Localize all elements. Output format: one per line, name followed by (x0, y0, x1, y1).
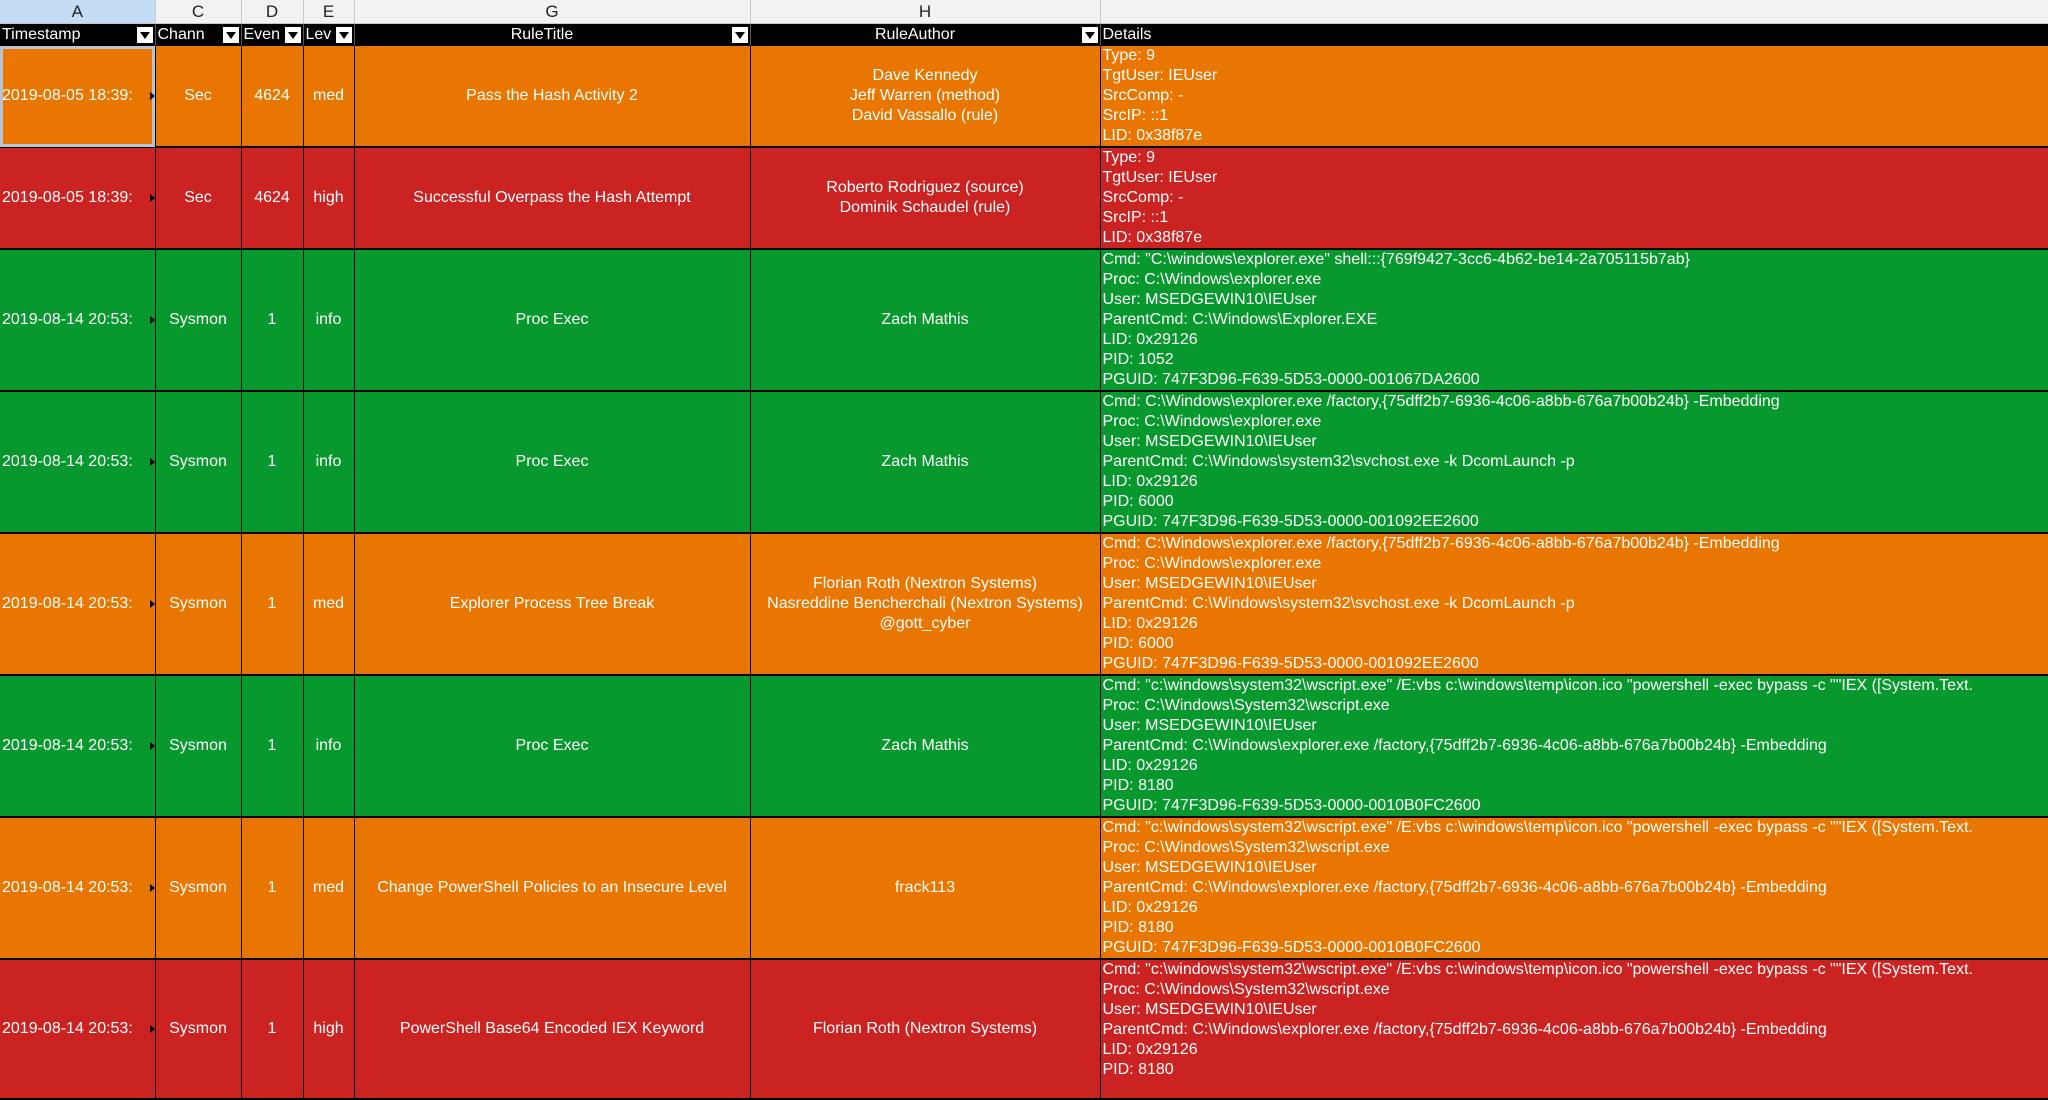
cell-rule-title[interactable]: Proc Exec (354, 675, 750, 817)
timestamp-text: 2019-08-05 18:39: (2, 189, 133, 206)
detail-line: PID: 6000 (1102, 493, 1174, 510)
overflow-indicator-icon (150, 316, 155, 324)
overflow-indicator-icon (150, 92, 155, 100)
detail-line: SrcComp: - (1102, 87, 1184, 104)
cell-timestamp[interactable] (0, 391, 155, 533)
detail-line: SrcIP: ::1 (1102, 209, 1169, 226)
detail-line: SrcIP: ::1 (1102, 107, 1169, 124)
detail-line: Proc: C:\Windows\System32\wscript.exe (1102, 981, 1390, 998)
cell-details[interactable] (1100, 817, 2048, 959)
header-ruletitle (354, 24, 750, 47)
cell-level[interactable]: med (303, 533, 354, 675)
cell-rule-author[interactable] (750, 46, 1100, 147)
table-row (0, 817, 2048, 959)
cell-level[interactable]: med (303, 46, 354, 147)
cell-timestamp[interactable] (0, 249, 155, 391)
timestamp-text: 2019-08-14 20:53: (2, 311, 133, 328)
timestamp-text: 2019-08-14 20:53: (2, 453, 133, 470)
header-details (1100, 24, 2048, 47)
author-line: Roberto Rodriguez (source) (826, 179, 1024, 196)
author-line: @gott_cyber (879, 615, 971, 632)
cell-rule-author[interactable] (750, 817, 1100, 959)
author-line: frack113 (894, 879, 956, 896)
column-header-i[interactable] (1100, 0, 2048, 24)
detail-line: ParentCmd: C:\Windows\system32\svchost.exe -k DcomLaunch -p (1102, 453, 1575, 470)
cell-level[interactable]: med (303, 817, 354, 959)
detail-line: User: MSEDGEWIN10\IEUser (1102, 859, 1317, 876)
author-line: Dave Kennedy (872, 67, 978, 84)
cell-timestamp[interactable] (0, 533, 155, 675)
cell-event-id[interactable]: 1 (241, 675, 303, 817)
cell-channel[interactable]: Sec (155, 46, 241, 147)
detail-line: PGUID: 747F3D96-F639-5D53-0000-0010B0FC2600 (1102, 797, 1481, 814)
column-header-h[interactable]: H (750, 0, 1100, 24)
detail-line: LID: 0x29126 (1102, 1041, 1198, 1058)
overflow-indicator-icon (150, 1025, 155, 1033)
column-header-a[interactable]: A (0, 0, 155, 24)
author-line: Nasreddine Bencherchali (Nextron Systems) (767, 595, 1083, 612)
cell-rule-title[interactable]: Successful Overpass the Hash Attempt (354, 147, 750, 249)
author-line: Florian Roth (Nextron Systems) (812, 1020, 1038, 1037)
detail-line: Type: 9 (1102, 149, 1155, 166)
table-row (0, 533, 2048, 675)
cell-rule-author[interactable] (750, 147, 1100, 249)
detail-line: Cmd: "c:\windows\system32\wscript.exe" /E:vbs c:\windows\temp\icon.ico "powershell -exec bypass -c ""IEX ([System.Text. (1102, 819, 1973, 836)
overflow-indicator-icon (150, 600, 155, 608)
detail-line: Cmd: C:\Windows\explorer.exe /factory,{75dff2b7-6936-4c06-a8bb-676a7b00b24b} -Embedding (1102, 535, 1780, 552)
detail-line: ParentCmd: C:\Windows\Explorer.EXE (1102, 311, 1378, 328)
detail-line: User: MSEDGEWIN10\IEUser (1102, 575, 1317, 592)
author-line: Jeff Warren (method) (849, 87, 1001, 104)
filter-header-row (0, 24, 2048, 47)
header-ruleauthor (750, 24, 1100, 47)
cell-details[interactable] (1100, 533, 2048, 675)
cell-event-id[interactable]: 4624 (241, 46, 303, 147)
header-timestamp (0, 24, 155, 47)
column-header-c[interactable]: C (155, 0, 241, 24)
detail-line: LID: 0x29126 (1102, 331, 1198, 348)
overflow-indicator-icon (150, 884, 155, 892)
cell-details[interactable] (1100, 249, 2048, 391)
cell-event-id[interactable]: 1 (241, 391, 303, 533)
author-line: Florian Roth (Nextron Systems) (812, 575, 1038, 592)
detail-line: LID: 0x29126 (1102, 757, 1198, 774)
table-row (0, 675, 2048, 817)
column-header-g[interactable]: G (354, 0, 750, 24)
header-label: Even (243, 26, 280, 43)
detail-line: LID: 0x38f87e (1102, 229, 1203, 246)
cell-timestamp[interactable] (0, 147, 155, 249)
detail-line: ParentCmd: C:\Windows\system32\svchost.exe -k DcomLaunch -p (1102, 595, 1575, 612)
detail-line: ParentCmd: C:\Windows\explorer.exe /factory,{75dff2b7-6936-4c06-a8bb-676a7b00b24b} -Embedding (1102, 1021, 1827, 1038)
detail-line: User: MSEDGEWIN10\IEUser (1102, 291, 1317, 308)
column-letter-header (0, 0, 2048, 24)
cell-channel[interactable]: Sysmon (155, 959, 241, 1099)
detail-line: PGUID: 747F3D96-F639-5D53-0000-001067DA2600 (1102, 371, 1480, 388)
column-header-d[interactable]: D (241, 0, 303, 24)
cell-details[interactable] (1100, 675, 2048, 817)
table-row (0, 147, 2048, 249)
cell-event-id[interactable]: 1 (241, 249, 303, 391)
cell-channel[interactable]: Sec (155, 147, 241, 249)
detail-line: Cmd: "c:\windows\system32\wscript.exe" /E:vbs c:\windows\temp\icon.ico "powershell -exec bypass -c ""IEX ([System.Text. (1102, 677, 1973, 694)
filter-dropdown-icon[interactable] (1082, 27, 1098, 43)
cell-rule-title[interactable]: Change PowerShell Policies to an Insecure Level (354, 817, 750, 959)
detail-line: PGUID: 747F3D96-F639-5D53-0000-0010B0FC2600 (1102, 939, 1481, 956)
cell-level[interactable]: info (303, 391, 354, 533)
cell-timestamp[interactable] (0, 675, 155, 817)
filter-dropdown-icon[interactable] (336, 27, 352, 43)
detail-line: ParentCmd: C:\Windows\explorer.exe /factory,{75dff2b7-6936-4c06-a8bb-676a7b00b24b} -Embedding (1102, 737, 1827, 754)
cell-details[interactable] (1100, 391, 2048, 533)
cell-channel[interactable]: Sysmon (155, 249, 241, 391)
cell-level[interactable]: info (303, 249, 354, 391)
detail-line: User: MSEDGEWIN10\IEUser (1102, 717, 1317, 734)
cell-event-id[interactable]: 1 (241, 533, 303, 675)
table-body (0, 46, 2048, 1099)
detail-line: PID: 8180 (1102, 919, 1174, 936)
cell-rule-author[interactable] (750, 675, 1100, 817)
detail-line: Proc: C:\Windows\System32\wscript.exe (1102, 839, 1390, 856)
cell-rule-author[interactable] (750, 249, 1100, 391)
detail-line: TgtUser: IEUser (1102, 67, 1218, 84)
detail-line: PGUID: 747F3D96-F639-5D53-0000-001092EE2600 (1102, 655, 1479, 672)
table-row (0, 249, 2048, 391)
cell-rule-author[interactable] (750, 391, 1100, 533)
author-line: David Vassallo (rule) (851, 107, 999, 124)
detail-line: SrcComp: - (1102, 189, 1184, 206)
detail-line: User: MSEDGEWIN10\IEUser (1102, 433, 1317, 450)
detail-line: Proc: C:\Windows\System32\wscript.exe (1102, 697, 1390, 714)
header-label: Details (1102, 26, 1152, 43)
cell-event-id[interactable]: 1 (241, 817, 303, 959)
cell-rule-title[interactable]: Proc Exec (354, 391, 750, 533)
detail-line: LID: 0x38f87e (1102, 127, 1203, 144)
header-event (241, 24, 303, 47)
column-header-e[interactable]: E (303, 0, 354, 24)
cell-details[interactable] (1100, 147, 2048, 249)
overflow-indicator-icon (150, 458, 155, 466)
cell-timestamp[interactable] (0, 959, 155, 1099)
timestamp-text: 2019-08-14 20:53: (2, 737, 133, 754)
timestamp-text: 2019-08-14 20:53: (2, 1020, 133, 1037)
detail-line: Cmd: "C:\windows\explorer.exe" shell:::{769f9427-3cc6-4b62-be14-2a705115b7ab} (1102, 251, 1690, 268)
cell-rule-title[interactable]: Pass the Hash Activity 2 (354, 46, 750, 147)
detail-line: Proc: C:\Windows\explorer.exe (1102, 555, 1322, 572)
table-row (0, 959, 2048, 1099)
cell-channel[interactable]: Sysmon (155, 391, 241, 533)
timestamp-text: 2019-08-05 18:39: (2, 87, 133, 104)
cell-event-id[interactable]: 1 (241, 959, 303, 1099)
header-label: Chann (157, 26, 205, 43)
overflow-indicator-icon (150, 194, 155, 202)
detail-line: LID: 0x29126 (1102, 899, 1198, 916)
timestamp-text: 2019-08-14 20:53: (2, 595, 133, 612)
header-label: Timestamp (2, 26, 81, 43)
detail-line: PID: 1052 (1102, 351, 1174, 368)
cell-rule-author[interactable] (750, 533, 1100, 675)
detail-line: Type: 9 (1102, 47, 1155, 64)
filter-dropdown-icon[interactable] (285, 27, 301, 43)
author-line: Zach Mathis (881, 311, 969, 328)
detail-line: Proc: C:\Windows\explorer.exe (1102, 271, 1322, 288)
detail-line: PGUID: 747F3D96-F639-5D53-0000-001092EE2600 (1102, 513, 1479, 530)
cell-level[interactable]: high (303, 147, 354, 249)
detail-line: Cmd: C:\Windows\explorer.exe /factory,{75dff2b7-6936-4c06-a8bb-676a7b00b24b} -Embedding (1102, 393, 1780, 410)
author-line: Zach Mathis (881, 453, 969, 470)
cell-details[interactable] (1100, 959, 2048, 1099)
header-channel (155, 24, 241, 47)
detail-line: PID: 6000 (1102, 635, 1174, 652)
header-level (303, 24, 354, 47)
table-row (0, 391, 2048, 533)
cell-details[interactable] (1100, 46, 2048, 147)
overflow-indicator-icon (150, 742, 155, 750)
detail-line: PID: 8180 (1102, 777, 1174, 794)
detail-line: LID: 0x29126 (1102, 473, 1198, 490)
cell-timestamp[interactable] (0, 817, 155, 959)
detail-line: Proc: C:\Windows\explorer.exe (1102, 413, 1322, 430)
author-line: Dominik Schaudel (rule) (839, 199, 1011, 216)
detail-line: PID: 8180 (1102, 1061, 1174, 1078)
filter-dropdown-icon[interactable] (137, 27, 153, 43)
header-label: RuleTitle (510, 26, 574, 43)
cell-rule-author[interactable] (750, 959, 1100, 1099)
filter-dropdown-icon[interactable] (732, 27, 748, 43)
author-line: Zach Mathis (881, 737, 969, 754)
cell-event-id[interactable]: 4624 (241, 147, 303, 249)
detail-line: LID: 0x29126 (1102, 615, 1198, 632)
cell-channel[interactable]: Sysmon (155, 533, 241, 675)
table-row (0, 46, 2048, 147)
cell-rule-title[interactable]: Explorer Process Tree Break (354, 533, 750, 675)
cell-timestamp[interactable] (0, 46, 155, 147)
cell-rule-title[interactable]: Proc Exec (354, 249, 750, 391)
cell-level[interactable]: info (303, 675, 354, 817)
filter-dropdown-icon[interactable] (223, 27, 239, 43)
cell-channel[interactable]: Sysmon (155, 675, 241, 817)
detail-line: Cmd: "c:\windows\system32\wscript.exe" /E:vbs c:\windows\temp\icon.ico "powershell -exec bypass -c ""IEX ([System.Text. (1102, 961, 1973, 978)
cell-channel[interactable]: Sysmon (155, 817, 241, 959)
detail-line: ParentCmd: C:\Windows\explorer.exe /factory,{75dff2b7-6936-4c06-a8bb-676a7b00b24b} -Embedding (1102, 879, 1827, 896)
detail-line: TgtUser: IEUser (1102, 169, 1218, 186)
header-label: Lev (305, 26, 332, 43)
timestamp-text: 2019-08-14 20:53: (2, 879, 133, 896)
cell-level[interactable]: high (303, 959, 354, 1099)
header-label: RuleAuthor (874, 26, 956, 43)
cell-rule-title[interactable]: PowerShell Base64 Encoded IEX Keyword (354, 959, 750, 1099)
detail-line: User: MSEDGEWIN10\IEUser (1102, 1001, 1317, 1018)
